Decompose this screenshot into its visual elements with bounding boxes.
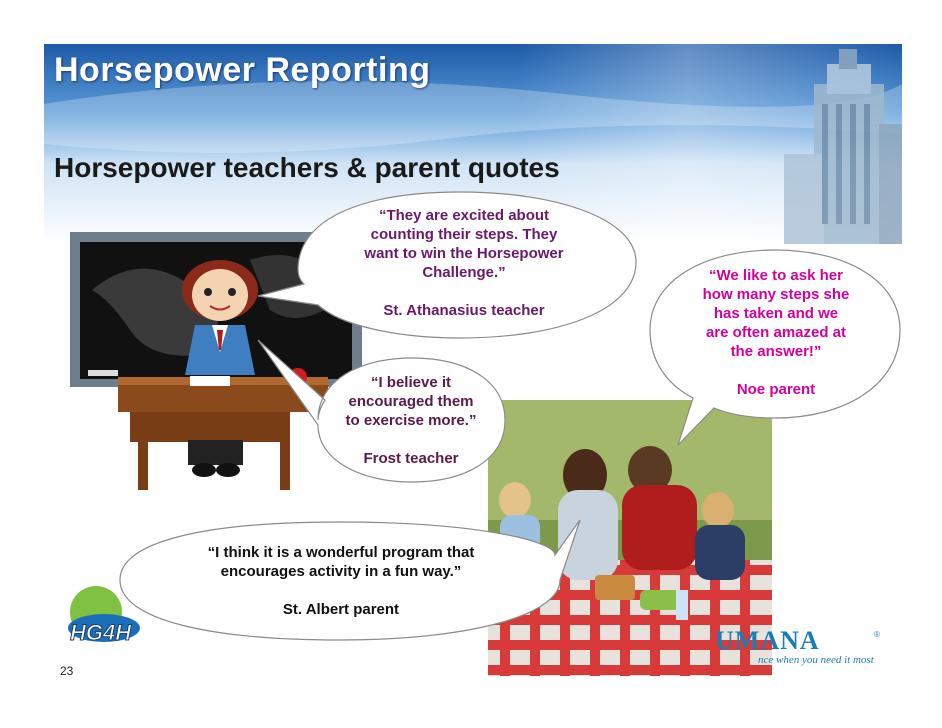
quote-line: how many steps she (702, 286, 850, 303)
quote-st-athanasius (345, 206, 583, 320)
quote-attribution: Frost teacher (363, 450, 459, 467)
quote-line: “I believe it (370, 374, 452, 391)
quote-line: want to win the Horsepower (364, 245, 564, 262)
brand-registered-mark: ® (874, 630, 880, 639)
quote-line: counting their steps. They (370, 226, 558, 243)
brand-logo: UMANA (715, 626, 820, 655)
quote-noe-parent (686, 266, 866, 399)
quote-line: encourages activity in a fun way.” (220, 563, 462, 580)
quote-line: encouraged them (348, 393, 474, 410)
quote-line: has taken and we (713, 305, 839, 322)
svg-text:HG4H: HG4H (70, 620, 132, 645)
quote-line: are often amazed at (705, 324, 847, 341)
quote-line: “They are excited about (378, 207, 550, 224)
quote-line: the answer!” (730, 343, 822, 360)
quote-line: “We like to ask her (709, 267, 843, 284)
quote-attribution: St. Albert parent (282, 601, 400, 618)
quote-attribution: Noe parent (736, 381, 816, 398)
brand-tagline: nce when you need it most (758, 654, 874, 666)
page-subtitle: Horsepower teachers & parent quotes (54, 152, 560, 183)
page-title: Horsepower Reporting (54, 51, 431, 89)
page-number: 23 (60, 664, 74, 678)
quote-attribution: St. Athanasius teacher (383, 302, 545, 319)
quote-frost-teacher (332, 373, 490, 468)
quote-st-albert (182, 543, 500, 619)
quote-line: Challenge.” (422, 264, 506, 281)
quote-line: to exercise more.” (345, 412, 477, 429)
quote-line: “I think it is a wonderful program that (207, 544, 475, 561)
